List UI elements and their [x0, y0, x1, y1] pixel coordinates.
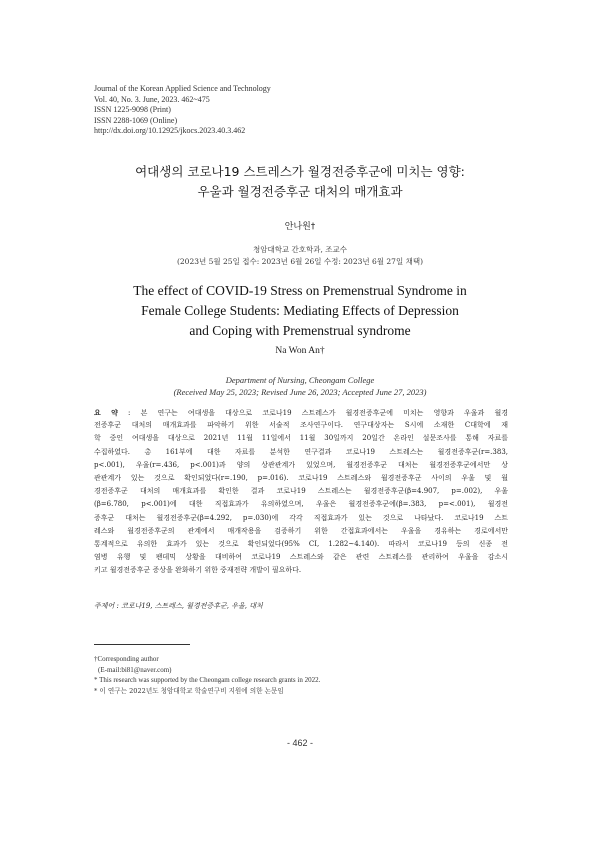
- journal-header: [94, 84, 271, 137]
- korean-affiliation: [0, 244, 600, 268]
- footnote-divider: [94, 644, 190, 645]
- korean-title-line-1: 여대생의 코로나19 스트레스가 월경전증후군에 미치는 영향:: [135, 164, 465, 179]
- abstract-line: : 본 연구는 여대생을 대상으로 코로나19 스트레스가 월경전증후군에 미치는 영향과 우울과 월경: [117, 409, 508, 417]
- abstract-line: 전증후군 대처의 매개효과를 파악하기 위한 서술적 조사연구이다. 연구대상자는 S시에 소재한 C대학에 재: [94, 421, 508, 430]
- funding-note-english: * This research was supported by the Cheongam college research grants in 2022.: [94, 676, 321, 685]
- korean-dates: (2023년 5월 25일 접수: 2023년 6월 26일 수정: 2023년 6월 27일 채택): [176, 257, 423, 266]
- abstract: [94, 406, 508, 577]
- english-affiliation: [0, 374, 600, 398]
- abstract-line: p<.001), 우울(r=.436, p<.001)과 양의 상관관계가 있었으며, 월경전증후군 대처는 월경전증후군에서만 상: [94, 460, 508, 469]
- abstract-line: 학 중인 여대생을 대상으로 2021년 11월 11일에서 11월 30일까지 20일간 온라인 설문조사를 통해 자료를: [94, 434, 508, 443]
- issn-online: ISSN 2288-1069 (Online): [94, 115, 178, 125]
- doi-link[interactable]: http://dx.doi.org/10.12925/jkocs.2023.40.3.462: [94, 126, 246, 135]
- journal-name: Journal of the Korean Applied Science and Technology: [94, 84, 271, 93]
- english-title-line-2: Female College Students: Mediating Effects of Depression: [141, 303, 459, 318]
- abstract-line: 경전증후군 대처의 매개효과를 확인한 결과 코로나19 스트레스는 월경전증후군(β=4.907, p=.002), 우울: [94, 487, 508, 496]
- korean-author: 안나원†: [284, 222, 316, 232]
- english-title: [40, 281, 560, 341]
- korean-department: 청암대학교 간호학과, 조교수: [252, 245, 348, 254]
- abstract-line: 염병 유행 및 팬데믹 상황을 대비하여 코로나19 스트레스와 같은 관련 스트레스를 관리하여 우울을 감소시: [94, 553, 508, 562]
- page-number: - 462 -: [286, 738, 313, 748]
- abstract-line: 통계적으로 유의한 효과가 있는 것으로 확인되었다(95% CI, 1.282~4.140). 따라서 코로나19 등의 신종 전: [94, 539, 508, 548]
- abstract-line: 증후군 대처는 월경전증후군(β=4.292, p=.030)에 각각 직접효과가 있는 것으로 나타났다. 코로나19 스트: [94, 513, 508, 522]
- abstract-line: 관관계가 있는 것으로 확인되었다(r=.190, p=.016). 코로나19 스트레스와 월경전증후군 사이의 우울 및 월: [94, 473, 508, 482]
- korean-title: [40, 162, 560, 202]
- author-email: (E-mail:bi81@naver.com): [98, 665, 172, 674]
- journal-volume: Vol. 40, No. 3. June, 2023. 462~475: [94, 94, 210, 104]
- abstract-line: (β=6.780, p<.001)에 대한 직접효과가 유의하였으며, 우울은 월경전증후군에(β=.383, p=<.001), 월경전: [94, 500, 508, 509]
- abstract-line: 수집하였다. 총 161부에 대한 자료를 분석한 연구결과 코로나19 스트레스는 월경전증후군(r=.383,: [94, 447, 508, 456]
- abstract-label: 요 약: [94, 408, 118, 417]
- english-author: Na Won An†: [275, 346, 325, 356]
- funding-note-korean: * 이 연구는 2022년도 청암대학교 학술연구비 지원에 의한 논문임: [94, 686, 284, 695]
- issn-print: ISSN 1225-9098 (Print): [94, 105, 171, 114]
- korean-title-line-2: 우울과 월경전증후군 대처의 매개효과: [197, 184, 403, 199]
- english-department: Department of Nursing, Cheongam College: [225, 375, 375, 385]
- corresponding-author-note: †Corresponding author: [94, 655, 159, 663]
- abstract-line: 키고 월경전증후군 증상을 완화하기 위한 중재전략 개발이 필요하다.: [94, 566, 302, 575]
- english-title-line-3: and Coping with Premenstrual syndrome: [189, 323, 411, 338]
- keywords: 주제어 : 코로나19, 스트레스, 월경전증후군, 우울, 대처: [94, 602, 263, 610]
- english-title-line-1: The effect of COVID-19 Stress on Premenstrual Syndrome in: [133, 283, 467, 298]
- footnotes: [94, 654, 320, 696]
- english-dates: (Received May 25, 2023; Revised June 26, 2023; Accepted June 27, 2023): [173, 387, 427, 397]
- abstract-line: 레스와 월경전증후군의 관계에서 매개작용을 검증하기 위한 간접효과에서는 우울을 경유하는 경로에서만: [94, 526, 508, 535]
